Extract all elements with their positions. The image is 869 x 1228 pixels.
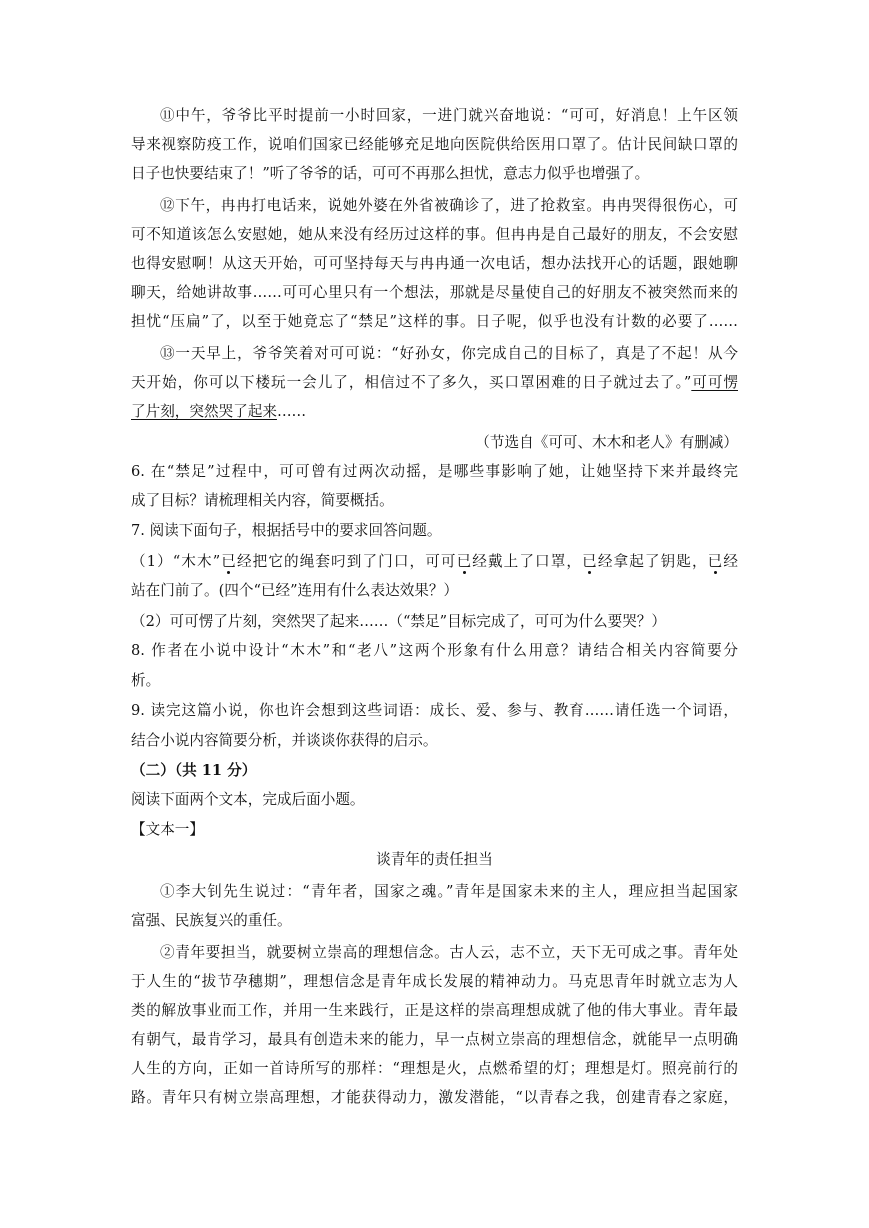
story-p13-line-2-text: 天开始，你可以下楼玩一会儿了，相信过不了多久，买口罩困难的日子就过去了。” [131, 374, 692, 391]
story-p13-line-2 [131, 373, 738, 395]
story-p12-line-2: 可不知道该怎么安慰她，她从来没有经历过这样的事。但冉冉是自己最好的朋友，不会安慰 [131, 226, 738, 243]
article-p2-line-6: 路。青年只有树立崇高理想，才能获得动力，激发潜能，“以青春之我，创建青春之家庭， [131, 1089, 738, 1106]
question-8-line-2: 析。 [131, 672, 161, 689]
text-one-label: 【文本一】 [131, 821, 204, 838]
underlined-sentence-end: 了片刻，突然哭了起来 [131, 403, 277, 420]
question-6-line-2: 成了目标？请梳理相关内容，简要概括。 [131, 492, 394, 509]
article-p1-line-1: ①李大钊先生说过：“青年者，国家之魂。”青年是国家未来的主人，理应担当起国家 [160, 883, 738, 900]
underlined-sentence-start: 可可愣 [691, 374, 738, 391]
story-p12-line-3: 也得安慰啊！从这天开始，可可坚持每天与冉冉通一次电话，想办法找开心的话题，跟她聊 [131, 255, 738, 272]
section-instruction: 阅读下面两个文本，完成后面小题。 [131, 791, 365, 808]
question-7-1-line-1 [131, 552, 738, 574]
story-p11-line-1: ⑪中午，爷爷比平时提前一小时回家，一进门就兴奋地说：“可可，好消息！上午区领 [160, 107, 738, 124]
story-p13-line-3-tail: …… [276, 403, 307, 420]
article-p2-line-1: ②青年要担当，就要树立崇高的理想信念。古人云，志不立，天下无可成之事。青年处 [160, 944, 738, 961]
story-p12-line-1: ⑫下午，冉冉打电话来，说她外婆在外省被确诊了，进了抢救室。冉冉哭得很伤心，可 [160, 197, 738, 214]
story-p13-line-3 [131, 402, 738, 424]
question-8-line-1: 8. 作者在小说中设计“木木”和“老八”这两个形象有什么用意？请结合相关内容简要分 [131, 642, 738, 659]
article-p2-line-3: 类的解放事业而工作，并用一生来践行，正是这样的崇高理想成就了他的伟大事业。青年最 [131, 1002, 738, 1019]
article-title: 谈青年的责任担当 [376, 851, 493, 868]
q7-1-text-a: （1）“木木” [131, 553, 221, 570]
emphasis-char: 已 [456, 553, 473, 570]
story-p11-line-3: 日子也快要结束了！”听了爷爷的话，可可不再那么担忧，意志力似乎也增强了。 [131, 165, 650, 182]
question-6-line-1: 6. 在“禁足”过程中，可可曾有过两次动摇，是哪些事影响了她，让她坚持下来并最终完 [131, 463, 738, 480]
question-7-2: （2）可可愣了片刻，突然哭了起来……（“禁足”目标完成了，可可为什么要哭？） [131, 613, 666, 630]
source-citation: （节选自《可可、木木和老人》有删减） [475, 434, 738, 451]
story-p12-line-4: 聊天，给她讲故事……可可心里只有一个想法，那就是尽量使自己的好朋友不被突然而来的 [131, 284, 738, 301]
article-p2-line-5: 人生的方向，正如一首诗所写的那样：“理想是火，点燃希望的灯；理想是灯。照亮前行的 [131, 1060, 738, 1077]
question-9-line-1: 9. 读完这篇小说，你也许会想到这些词语：成长、爱、参与、教育……请任选一个词语， [131, 702, 738, 719]
emphasis-char: 已 [582, 553, 598, 570]
story-p11-line-2: 导来视察防疫工作，说咱们国家已经能够充足地向医院供给医用口罩了。估计民间缺口罩的 [131, 136, 738, 153]
emphasis-char: 已 [220, 553, 237, 570]
q7-1-text-e: 经 [723, 553, 738, 570]
article-p1-line-2: 富强、民族复兴的重任。 [131, 912, 292, 929]
article-p2-line-2: 于人生的“拔节孕穗期”，理想信念是青年成长发展的精神动力。马克思青年时就立志为人 [131, 973, 738, 990]
question-9-line-2: 结合小说内容简要分析，并谈谈你获得的启示。 [131, 732, 438, 749]
question-7: 7. 阅读下面句子，根据括号中的要求回答问题。 [131, 522, 442, 539]
question-7-1-line-2: 站在门前了。(四个“已经”连用有什么表达效果？） [131, 582, 459, 599]
q7-1-text-c: 经戴上了口罩， [472, 553, 583, 570]
q7-1-text-b: 经把它的绳套叼到了门口，可可 [236, 553, 457, 570]
story-p13-line-1: ⑬一天早上，爷爷笑着对可可说：“好孙女，你完成自己的目标了，真是了不起！从今 [160, 345, 738, 362]
article-p2-line-4: 有朝气，最肯学习，最具有创造未来的能力，早一点树立崇高的理想信念，就能早一点明确 [131, 1031, 738, 1048]
emphasis-char: 已 [707, 553, 724, 570]
section-heading: （二）（共 11 分） [131, 762, 257, 779]
q7-1-text-d: 经拿起了钥匙， [597, 553, 708, 570]
story-p12-line-5: 担忧“压扁”了，以至于她竟忘了“禁足”这样的事。日子呢，似乎也没有计数的必要了…… [131, 313, 738, 330]
